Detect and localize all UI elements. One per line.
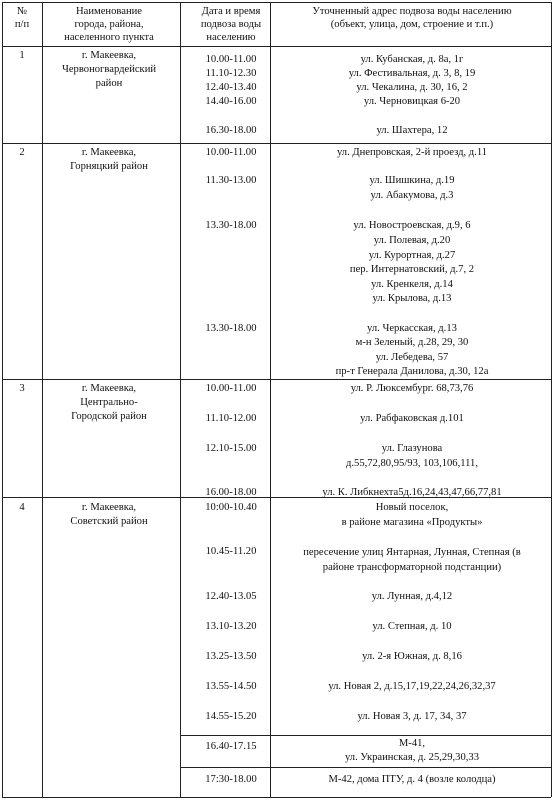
row-4-time-4: 13.10-13.20 bbox=[205, 621, 257, 632]
row-2-address-3f: ул. Крылова, д.13 bbox=[372, 293, 452, 304]
row-3-time-2: 11.10-12.00 bbox=[205, 413, 257, 424]
column-divider-3 bbox=[270, 2, 271, 797]
sub-row-divider-m41 bbox=[180, 735, 551, 736]
row-1-number: 1 bbox=[19, 50, 25, 61]
header-address-line-1: Уточненный адрес подвоза воды населению bbox=[312, 6, 512, 17]
row-divider-1 bbox=[2, 143, 551, 144]
header-time-line-3: населению bbox=[206, 32, 256, 43]
row-2-address-4b: м-н Зеленый, д.28, 29, 30 bbox=[355, 337, 469, 348]
row-1-time-3: 12.40-13.40 bbox=[205, 82, 257, 93]
row-2-address-3d: пер. Интернатовский, д.7, 2 bbox=[349, 264, 475, 275]
row-4-address-4: ул. Степная, д. 10 bbox=[372, 621, 452, 632]
row-2-address-2a: ул. Шишкина, д.19 bbox=[369, 175, 455, 186]
row-4-address-3: ул. Лунная, д.4,12 bbox=[371, 591, 453, 602]
row-1-address-3: ул. Чекалина, д. 30, 16, 2 bbox=[356, 82, 468, 93]
row-2-address-3b: ул. Полевая, д.20 bbox=[373, 235, 451, 246]
row-2-address-4d: пр-т Генерала Данилова, д.30, 12а bbox=[335, 366, 489, 377]
table-border-right bbox=[551, 2, 552, 797]
row-1-name-line-2: Червоногвардейский bbox=[61, 64, 157, 75]
row-4-address-1b: в районе магазина «Продукты» bbox=[341, 517, 483, 528]
row-2-address-3c: ул. Курортная, д.27 bbox=[368, 250, 456, 261]
row-4-address-6: ул. Новая 2, д.15,17,19,22,24,26,32,37 bbox=[328, 681, 496, 692]
row-1-address-5: ул. Шахтера, 12 bbox=[376, 125, 448, 136]
row-3-address-3b: д.55,72,80,95/93, 103,106,111, bbox=[345, 458, 479, 469]
header-address-line-2: (объект, улица, дом, строение и т.п.) bbox=[330, 19, 494, 30]
row-4-time-8: 16.40-17.15 bbox=[205, 741, 257, 752]
row-4-address-8a: М-41, bbox=[398, 738, 426, 749]
row-3-time-3: 12.10-15.00 bbox=[205, 443, 257, 454]
column-divider-2 bbox=[180, 2, 181, 797]
row-2-time-2: 11.30-13.00 bbox=[205, 175, 257, 186]
row-1-address-4: ул. Черновицкая 6-20 bbox=[363, 96, 461, 107]
row-2-address-2b: ул. Абакумова, д.3 bbox=[370, 190, 454, 201]
header-name-line-3: населенного пункта bbox=[64, 32, 154, 43]
row-4-address-1a: Новый поселок, bbox=[375, 502, 449, 513]
row-2-address-1: ул. Днепровская, 2-й проезд, д.11 bbox=[336, 147, 488, 158]
row-4-number: 4 bbox=[19, 502, 25, 513]
row-4-address-9: М-42, дома ПТУ, д. 4 (возле колодца) bbox=[328, 774, 496, 785]
header-num-line-2: п/п bbox=[14, 19, 30, 30]
table-border-bottom bbox=[2, 797, 551, 798]
header-name-line-1: Наименование bbox=[76, 6, 142, 17]
header-time-line-2: подвоза воды bbox=[200, 19, 262, 30]
row-4-time-5: 13.25-13.50 bbox=[205, 651, 257, 662]
row-1-time-4: 14.40-16.00 bbox=[205, 96, 257, 107]
row-2-time-3: 13.30-18.00 bbox=[205, 220, 257, 231]
row-4-name-line-1: г. Макеевка, bbox=[81, 502, 137, 513]
row-4-address-7: ул. Новая 3, д. 17, 34, 37 bbox=[357, 711, 467, 722]
row-3-name-line-1: г. Макеевка, bbox=[81, 383, 137, 394]
row-1-time-1: 10.00-11.00 bbox=[205, 54, 257, 65]
row-3-address-2: ул. Рабфаковская д.101 bbox=[360, 413, 464, 424]
row-3-name-line-3: Городской район bbox=[71, 411, 147, 422]
row-2-time-1: 10.00-11.00 bbox=[205, 147, 257, 158]
row-2-address-4a: ул. Черкасская, д.13 bbox=[367, 323, 457, 334]
row-1-name-line-3: район bbox=[95, 78, 123, 89]
row-4-time-7: 14.55-15.20 bbox=[205, 711, 257, 722]
row-divider-2 bbox=[2, 379, 551, 380]
table-border-left bbox=[2, 2, 3, 797]
row-3-time-4: 16.00-18.00 bbox=[205, 487, 257, 498]
row-4-address-5: ул. 2-я Южная, д. 8,16 bbox=[362, 651, 462, 662]
row-4-name-line-2: Советский район bbox=[70, 516, 148, 527]
row-4-address-2b: районе трансформаторной подстанции) bbox=[322, 562, 502, 573]
row-2-address-3a: ул. Новостроевская, д.9, 6 bbox=[353, 220, 471, 231]
row-3-time-1: 10.00-11.00 bbox=[205, 383, 257, 394]
row-1-time-2: 11.10-12.30 bbox=[205, 68, 257, 79]
row-3-address-3a: ул. Глазунова bbox=[381, 443, 443, 454]
row-1-address-2: ул. Фестивальная, д. 3, 8, 19 bbox=[348, 68, 476, 79]
row-4-address-8b: ул. Украинская, д. 25,29,30,33 bbox=[344, 752, 480, 763]
header-time-line-1: Дата и время bbox=[201, 6, 261, 17]
row-3-name-line-2: Центрально- bbox=[80, 397, 138, 408]
row-1-address-1: ул. Кубанская, д. 8а, 1г bbox=[360, 54, 464, 65]
row-4-time-2: 10.45-11.20 bbox=[205, 546, 257, 557]
row-4-time-3: 12.40-13.05 bbox=[205, 591, 257, 602]
row-2-address-3e: ул. Кренкеля, д.14 bbox=[371, 279, 453, 290]
header-name-line-2: города, района, bbox=[74, 19, 144, 30]
sub-row-divider-m42 bbox=[180, 767, 551, 768]
table-border-top bbox=[2, 2, 551, 3]
row-3-address-1: ул. Р. Люксембург. 68,73,76 bbox=[350, 383, 474, 394]
row-4-time-9: 17:30-18.00 bbox=[205, 774, 257, 785]
row-4-time-6: 13.55-14.50 bbox=[205, 681, 257, 692]
row-2-name-line-1: г. Макеевка, bbox=[81, 147, 137, 158]
row-2-address-4c: ул. Лебедева, 57 bbox=[375, 352, 449, 363]
row-1-time-5: 16.30-18.00 bbox=[205, 125, 257, 136]
row-1-name-line-1: г. Макеевка, bbox=[81, 50, 137, 61]
header-num-line-1: № bbox=[16, 6, 28, 17]
row-4-address-2a: пересечение улиц Янтарная, Лунная, Степная (в bbox=[303, 547, 521, 558]
row-3-address-4: ул. К. Либкнехта5д.16,24,43,47,66,77,81 bbox=[322, 487, 502, 498]
row-4-time-1: 10:00-10.40 bbox=[205, 502, 257, 513]
row-2-number: 2 bbox=[19, 147, 25, 158]
row-2-time-4: 13.30-18.00 bbox=[205, 323, 257, 334]
header-divider bbox=[2, 46, 551, 47]
row-3-number: 3 bbox=[19, 383, 25, 394]
row-2-name-line-2: Горняцкий район bbox=[70, 161, 148, 172]
